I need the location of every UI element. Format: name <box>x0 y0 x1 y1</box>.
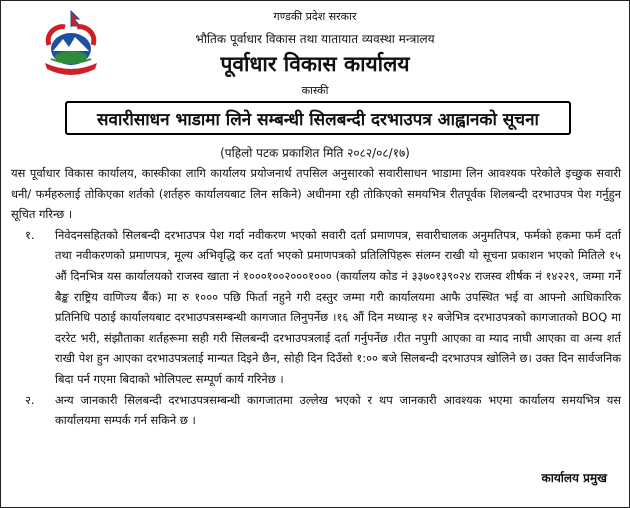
notice-header <box>1 1 629 101</box>
notice-intro: यस पूर्वाधार विकास कार्यालय, कास्कीका लागि कार्यालय प्रयोजनार्थ तपसिल अनुसारको सवारीसाधन भाडामा लिन आवश्यक परेकोले इच्छुक सवारी धनी/ फर्महरुलाई तोकिएका शर्तको (शर्तहरु कार्यालयबाट लिन सकिने) अधीनमा रही तोकिएको समयभित्र रीतपूर्वक शिलबन्दी दरभाउपत्र पेश गर्नुहुन सूचित गरिन्छ । <box>11 166 621 222</box>
government-name: गण्डकी प्रदेश सरकार <box>273 10 357 23</box>
office-name: पूर्वाधार विकास कार्यालय <box>220 52 410 76</box>
item-text: अन्य जानकारी सिलबन्दी दरभाउपत्रसम्बन्धी कागजातमा उल्लेख भएको र थप जानकारी आवश्यक भएमा कार्यालय समयभित्र यस कार्यालयमा सम्पर्क गर्न सकिने छ । <box>55 392 621 428</box>
item-text: निवेदनसहितको सिलबन्दी दरभाउपत्र पेश गर्दा नवीकरण भएको सवारी दर्ता प्रमाणपत्र, सवारीचालक अनुमतिपत्र, फर्मको हकमा फर्म दर्ता तथा नवीकरणको प्रमाणपत्र, मूल्य अभिवृद्धि कर दर्ता भएको प्रमाणपत्रको प्रतिलिपिहरू संलग्न राखी यो सूचना प्रकाशन भएको मितिले १५ औं दिनभित्र यस कार्यालयको राजस्व खाता नं १०००१००२०००१००० (कार्यालय कोड नं ३३७०१३९०२४ राजस्व शीर्षक नं १४२२९, जम्मा गर्ने बैङ्क राष्ट्रिय वाणिज्य बैंक) मा रु १००० पछि फिर्ता नहुने गरी दस्तुर जम्मा गरी कार्यालयमा आफै उपस्थित भई वा आफ्नो आधिकारिक प्रतिनिधि पठाई कार्यालयबाट दरभाउपत्रसम्बन्धी कागजात लिनुपर्नेछ ।१६ औं दिन मध्यान्ह १२ बजेभित्र दरभाउपत्रको कागजातको BOQ मा दररेट भरी, संझौताका शर्तहरूमा सही गरी सिलबन्दी दरभाउपत्रलाई दर्ता गर्नुपर्नेछ ।रीत नपुगी आएका वा म्याद नाघी आएका वा अन्य शर्त राखी पेश हुन आएका दरभाउपत्रलाई मान्यत दिइने छैन, सोही दिन दिउँसो १:०० बजे सिलबन्दी दरभाउपत्र खोलिने छ। उक्त दिन सार्वजनिक बिदा पर्न गएमा बिदाको भोलिपल्ट सम्पूर्ण कार्य गरिनेछ । <box>55 227 621 386</box>
ministry-name: भौतिक पूर्वाधार विकास तथा यातायात व्यवस्था मन्त्रालय <box>195 32 435 46</box>
item-number: १. <box>25 227 35 242</box>
item-number: २. <box>25 392 35 407</box>
notice-body <box>11 163 621 431</box>
list-item <box>11 390 621 431</box>
district-name: कास्की <box>301 84 329 97</box>
signature: कार्यालय प्रमुख <box>541 471 607 485</box>
notice-title: सवारीसाधन भाडामा लिने सम्बन्धी सिलबन्दी दरभाउपत्र आह्वानको सूचना <box>65 101 571 135</box>
publication-date: (पहिलो पटक प्रकाशित मिति २०८२/०८/१७) <box>220 146 410 160</box>
list-item <box>11 225 621 390</box>
